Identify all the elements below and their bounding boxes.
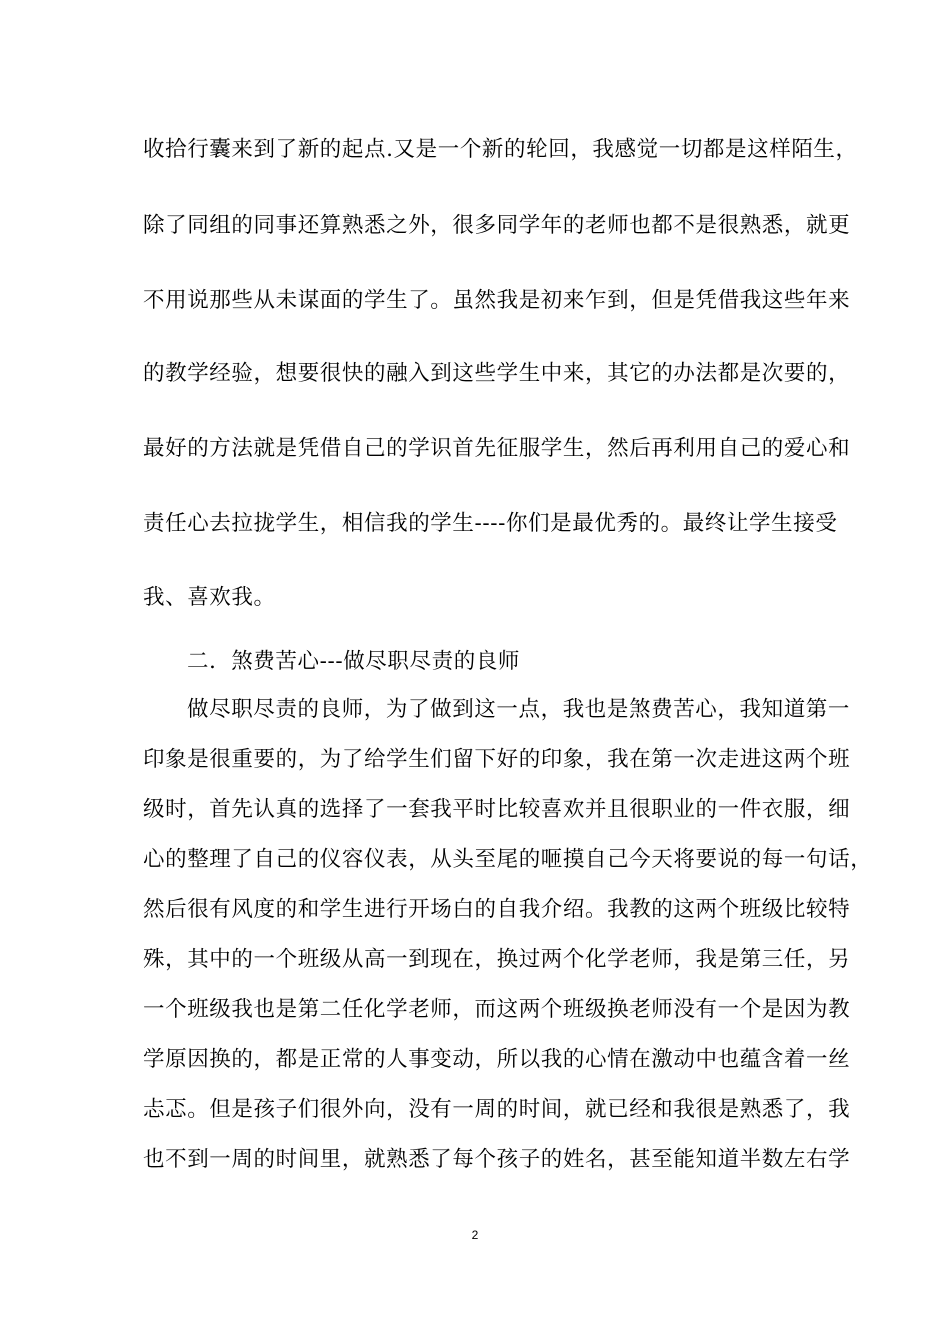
- section-heading: 二．煞费苦心---做尽职尽责的良师: [187, 649, 520, 674]
- paragraph-line: 除了同组的同事还算熟悉之外，很多同学年的老师也都不是很熟悉，就更: [143, 213, 851, 238]
- paragraph-line: 的教学经验，想要很快的融入到这些学生中来，其它的办法都是次要的，: [143, 361, 851, 386]
- paragraph-line: 收拾行囊来到了新的起点.又是一个新的轮回，我感觉一切都是这样陌生，: [143, 137, 858, 162]
- paragraph-line: 心的整理了自己的仪容仪表，从头至尾的咂摸自己今天将要说的每一句话，: [143, 847, 873, 872]
- paragraph-line: 责任心去拉拢学生，相信我的学生----你们是最优秀的。最终让学生接受: [143, 511, 838, 536]
- paragraph-line: 殊，其中的一个班级从高一到现在，换过两个化学老师，我是第三任，另: [143, 947, 851, 972]
- paragraph-line: 印象是很重要的，为了给学生们留下好的印象，我在第一次走进这两个班: [143, 747, 851, 772]
- paragraph-line: 忐忑。但是孩子们很外向，没有一周的时间，就已经和我很是熟悉了，我: [143, 1097, 851, 1122]
- paragraph-line: 级时，首先认真的选择了一套我平时比较喜欢并且很职业的一件衣服，细: [143, 797, 851, 822]
- paragraph-line: 我、喜欢我。: [143, 585, 276, 610]
- paragraph-line: 最好的方法就是凭借自己的学识首先征服学生，然后再利用自己的爱心和: [143, 436, 851, 461]
- paragraph-line: 也不到一周的时间里，就熟悉了每个孩子的姓名，甚至能知道半数左右学: [143, 1147, 851, 1172]
- paragraph-line: 学原因换的，都是正常的人事变动，所以我的心情在激动中也蕴含着一丝: [143, 1047, 851, 1072]
- page-number: 2: [471, 1228, 479, 1242]
- paragraph-line: 做尽职尽责的良师，为了做到这一点，我也是煞费苦心，我知道第一: [187, 697, 851, 722]
- paragraph-line: 一个班级我也是第二任化学老师，而这两个班级换老师没有一个是因为教: [143, 997, 851, 1022]
- paragraph-line: 不用说那些从未谋面的学生了。虽然我是初来乍到，但是凭借我这些年来: [143, 288, 851, 313]
- paragraph-line: 然后很有风度的和学生进行开场白的自我介绍。我教的这两个班级比较特: [143, 897, 851, 922]
